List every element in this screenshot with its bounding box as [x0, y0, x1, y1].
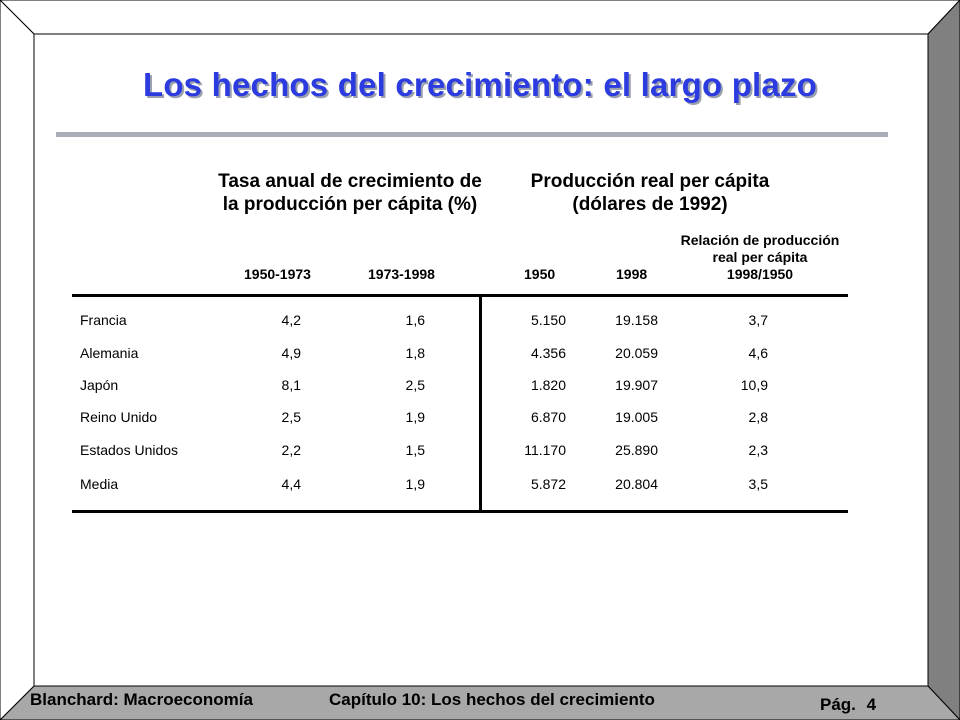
ratio-cell: 2,3 — [748, 442, 768, 458]
country-cell: Japón — [80, 377, 119, 393]
country-cell: Media — [80, 476, 119, 492]
growth-1950-1973-cell: 4,4 — [281, 476, 301, 492]
growth-1950-1973-cell: 4,2 — [281, 312, 301, 328]
col-header-1950-1973: 1950-1973 — [244, 266, 311, 282]
footer-chapter: Capítulo 10: Los hechos del crecimiento — [329, 690, 655, 709]
growth-1973-1998-cell: 1,5 — [405, 442, 425, 458]
output-1998-cell: 19.005 — [615, 409, 658, 425]
country-cell: Reino Unido — [80, 409, 158, 425]
footer-book-title: Blanchard: Macroeconomía — [30, 690, 253, 709]
output-1950-cell: 11.170 — [524, 442, 566, 458]
col-header-1973-1998: 1973-1998 — [368, 266, 435, 282]
output-1950-cell: 5.872 — [530, 476, 566, 492]
ratio-cell: 4,6 — [748, 345, 768, 361]
ratio-cell: 3,7 — [748, 312, 768, 328]
footer-page — [820, 695, 876, 715]
output-1998-cell: 20.059 — [615, 345, 658, 361]
page-label: Pág. — [820, 695, 856, 714]
output-1950-cell: 5.150 — [530, 312, 566, 328]
real-output-header: Producción real per cápita (dólares de 1992) — [530, 171, 770, 215]
output-1950-cell: 6.870 — [530, 409, 566, 425]
growth-1973-1998-cell: 1,9 — [405, 476, 425, 492]
ratio-cell: 2,8 — [748, 409, 768, 425]
growth-1950-1973-cell: 2,5 — [281, 409, 301, 425]
col-header-1998: 1998 — [616, 266, 648, 282]
country-cell: Alemania — [80, 345, 139, 361]
output-1998-cell: 19.158 — [615, 312, 658, 328]
output-1998-cell: 20.804 — [615, 476, 658, 492]
growth-1973-1998-cell: 1,9 — [405, 409, 425, 425]
growth-rate-header: Tasa anual de crecimiento de la producción per cápita (%) — [218, 171, 482, 215]
ratio-cell: 10,9 — [740, 377, 768, 393]
growth-1973-1998-cell: 2,5 — [405, 377, 425, 393]
page-number: 4 — [866, 695, 877, 714]
ratio-header: Relación de producción real per cápita 1998/1950 — [680, 232, 840, 282]
output-1998-cell: 19.907 — [615, 377, 658, 393]
growth-1950-1973-cell: 4,9 — [281, 345, 301, 361]
col-header-1950: 1950 — [524, 266, 556, 282]
output-1998-cell: 25.890 — [615, 442, 658, 458]
country-cell: Francia — [80, 312, 127, 328]
growth-1973-1998-cell: 1,6 — [405, 312, 425, 328]
ratio-cell: 3,5 — [748, 476, 768, 492]
growth-1973-1998-cell: 1,8 — [405, 345, 425, 361]
slide-title: Los hechos del crecimiento: el largo plazo — [142, 66, 818, 103]
output-1950-cell: 4.356 — [530, 345, 566, 361]
growth-1950-1973-cell: 8,1 — [281, 377, 301, 393]
country-cell: Estados Unidos — [80, 442, 179, 458]
growth-1950-1973-cell: 2,2 — [281, 442, 301, 458]
output-1950-cell: 1.820 — [530, 377, 566, 393]
